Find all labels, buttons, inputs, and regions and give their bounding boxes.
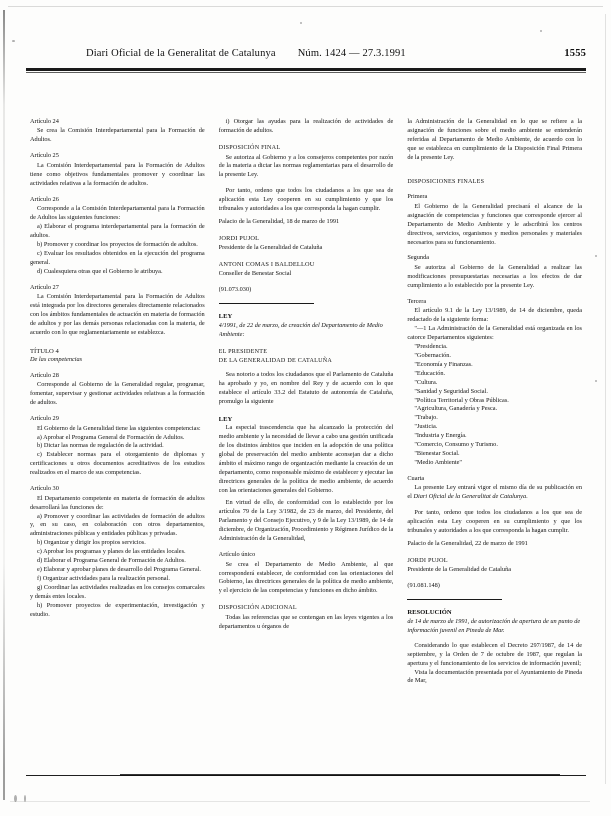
authority-line: EL PRESIDENTE bbox=[218, 348, 268, 355]
signature-name: ANTONI COMAS I BALDELLOU bbox=[218, 260, 315, 268]
list-item: "Política Territorial y Obras Públicas. bbox=[414, 396, 509, 404]
list-item: b) Dictar las normas de regulación de la actividad. bbox=[37, 442, 164, 450]
scan-edge-left bbox=[3, 10, 5, 800]
list-item: b) Promover y coordinar los proyectos de formación de adultos. bbox=[37, 240, 198, 248]
list-item: "Cultura. bbox=[414, 378, 438, 386]
paragraph: Por tanto, ordeno que todos los ciudadanos a los que sea de aplicación esta Ley cooperen en su cumplimiento y que los tribunales y autoridades a los que corresponda la hagan cumplir. bbox=[218, 187, 394, 213]
article-heading: Artículo 24 bbox=[30, 118, 59, 125]
scan-speck bbox=[595, 255, 597, 257]
list-item: e) Elaborar y aprobar planes de desarrollo del Programa General. bbox=[37, 566, 201, 574]
list-item: "Medio Ambiente" bbox=[414, 459, 462, 467]
section-separator-rule bbox=[219, 303, 314, 305]
paragraph-text: La presente Ley entrará vigor el mismo día de su publicación en el bbox=[407, 484, 583, 501]
signature-role: Presidente de la Generalidad de Cataluña bbox=[218, 244, 323, 252]
section-heading: DISPOSICIÓN FINAL bbox=[218, 144, 281, 151]
paragraph: "—1 La Administración de la Generalidad está organizada en los catorce Departamentos siguientes: bbox=[407, 325, 583, 341]
paragraph: El Departamento competente en materia de formación de adultos desarrollará las funciones de: bbox=[30, 494, 205, 511]
article-heading: Artículo 29 bbox=[30, 415, 59, 423]
paragraph: En virtud de ello, de conformidad con lo establecido por los artículos 79 de la Ley 3/1982, de 23 de marzo, del Presidente, del Parlamento y del Consejo Ejecutivo, y 9 de la Ley 13/1989, de 14 de diciembre, de Organización, Procedimiento y Régimen Jurídico de la Administración de la Generalidad, bbox=[218, 499, 394, 543]
list-item: i) Otorgar las ayudas para la realización de actividades de formación de adultos. bbox=[218, 118, 394, 134]
footer-rule-dark bbox=[120, 774, 560, 776]
paragraph: Todas las referencias que se contengan en las leyes vigentes a los departamentos u órganos de bbox=[218, 614, 394, 630]
document-kicker: RESOLUCIÓN bbox=[407, 609, 452, 617]
subsection-heading: Segunda bbox=[407, 254, 430, 262]
scan-edge-right bbox=[605, 14, 606, 784]
paragraph bbox=[407, 484, 582, 502]
list-item: "Presidencia. bbox=[414, 342, 448, 350]
document-code: (91.081.148) bbox=[407, 581, 440, 589]
place-date: Palacio de la Generalidad, 22 de marzo de 1991 bbox=[407, 540, 528, 548]
column-1 bbox=[30, 118, 205, 758]
paragraph: El Gobierno de la Generalidad tiene las siguientes competencias: bbox=[37, 424, 201, 432]
paragraph: Se autoriza al Gobierno de la Generalidad a realizar las modificaciones presupuestarias necesarias a los efectos de dar cumplimiento a lo establecido por la presente Ley. bbox=[407, 263, 583, 289]
publication-title: Diari Oficial de la Generalitat de Catalunya bbox=[86, 48, 276, 59]
scan-edge-bottom bbox=[10, 801, 590, 802]
list-item: h) Promover proyectos de experimentación, investigación y estudio. bbox=[30, 601, 205, 618]
list-item: f) Organizar actividades para la realización personal. bbox=[37, 575, 170, 583]
subsection-heading: Tercera bbox=[407, 297, 427, 305]
list-item: b) Organizar y dirigir los propios servicios. bbox=[37, 539, 146, 547]
list-item: "Bienestar Social. bbox=[414, 450, 460, 458]
paragraph: El artículo 9.1 de la Ley 13/1989, de 14 de diciembre, queda redactado de la siguiente forma: bbox=[407, 307, 583, 324]
scan-speck bbox=[540, 30, 542, 32]
article-heading: Artículo 27 bbox=[30, 283, 59, 291]
subsection-heading: Primera bbox=[407, 193, 428, 201]
paragraph: Corresponde al Gobierno de la Generalidad regular, programar, fomentar, supervisar y gestionar actividades relativas a la formación de adultos. bbox=[30, 381, 205, 407]
list-item: a) Elaborar el programa interdepartamental para la formación de adultos. bbox=[30, 222, 205, 239]
law-heading: LEY bbox=[218, 415, 233, 423]
list-item: "Agricultura, Ganadería y Pesca. bbox=[414, 405, 498, 413]
list-item: "Gobernación. bbox=[414, 351, 452, 359]
paragraph: Se autoriza al Gobierno y a los consejeros competentes por razón de la materia a dictar las normas reglamentarias para el desarrollo de la presente Ley. bbox=[218, 153, 394, 179]
article-columns bbox=[30, 118, 582, 758]
signature-name: JORDI PUJOL bbox=[407, 557, 448, 565]
spacer bbox=[219, 180, 394, 187]
scan-speck bbox=[595, 380, 597, 382]
place-date: Palacio de la Generalidad, 18 de marzo de 1991 bbox=[218, 218, 340, 226]
subsection-heading: Cuarta bbox=[407, 475, 425, 483]
document-subtitle: 4/1991, de 22 de marzo, de creación del Departamento de Medio Ambiente: bbox=[218, 321, 383, 338]
section-separator-rule bbox=[407, 599, 502, 601]
article-heading: Artículo 28 bbox=[30, 371, 59, 379]
paragraph: La especial trascendencia que ha alcanzado la protección del medio ambiente y la necesidad de llevar a cabo una gestión unificada de los distintos ámbitos que inciden en la adopción de una política global de preservación del medio ambiente aconsejan dar a dicho ámbito el máximo rango de organización mediante la creación de un departamento, como responsable máximo de establecer y ejecutar las directrices generales de la política de medio ambiente, de acuerdo con las orientaciones generales del Gobierno. bbox=[218, 423, 394, 494]
paragraph: El Gobierno de la Generalidad precisará el alcance de la asignación de competencias y funciones que corresponde ejercer al Departamento de Medio Ambiente y le adscribirá los centros directivos, servicios, organismos y medios personales y materiales necesarios para su funcionamiento. bbox=[407, 202, 583, 246]
paragraph: Considerando lo que establecen el Decreto 297/1987, de 14 de septiembre, y la Orden de 7 de octubre de 1987, que regulan la apertura y el funcionamiento de los servicios de información juvenil; bbox=[407, 641, 583, 667]
header-rule bbox=[26, 68, 586, 71]
section-heading: DISPOSICIÓN ADICIONAL bbox=[218, 605, 297, 612]
publication-name-italic: Diari Oficial de la Generalitat de Catalunya bbox=[413, 493, 527, 501]
list-item: d) Cualesquiera otras que el Gobierno le atribuya. bbox=[37, 267, 163, 275]
document-kicker: LEY bbox=[218, 313, 233, 321]
paragraph: Corresponde a la Comisión Interdepartamental para la Formación de Adultos las siguientes funciones: bbox=[30, 205, 205, 221]
article-heading: Artículo 25 bbox=[30, 152, 59, 160]
list-item: "Comercio, Consumo y Turismo. bbox=[414, 441, 498, 449]
issue-number: Núm. 1424 — 27.3.1991 bbox=[297, 48, 406, 59]
scan-speck bbox=[12, 40, 15, 42]
header-rule-thin bbox=[26, 72, 586, 73]
page-number: 1555 bbox=[564, 48, 586, 59]
list-item: a) Aprobar el Programa General de Formación de Adultos. bbox=[37, 433, 185, 441]
paragraph: Sea notorio a todos los ciudadanos que el Parlamento de Cataluña ha aprobado y yo, en nombre del Rey y de acuerdo con lo que establece el artículo 33.2 del Estatuto de autonomía de Cataluña, promulgo la siguiente bbox=[218, 370, 394, 405]
list-item: a) Promover y coordinar las actividades de formación de adultos y, en su caso, en colaboración con otros departamentos, administraciones públicas y entidades públicas y privadas. bbox=[30, 512, 205, 538]
running-head bbox=[26, 48, 586, 70]
list-item: g) Coordinar las actividades realizadas en los consejos comarcales y demás entes locales. bbox=[30, 584, 205, 600]
paragraph: Se crea la Comisión Interdepartamental para la Formación de Adultos. bbox=[30, 127, 205, 144]
spacer bbox=[407, 502, 582, 509]
column-3 bbox=[407, 118, 582, 758]
scan-speck bbox=[24, 795, 26, 802]
authority-line: DE LA GENERALIDAD DE CATALUÑA bbox=[218, 358, 333, 365]
list-item: d) Elaborar el Programa General de Formación de Adultos. bbox=[37, 557, 186, 565]
list-item: "Trabajo. bbox=[414, 414, 438, 422]
paragraph: La Comisión Interdepartamental para la Formación de Adultos tiene como objetivos fundamentales promover y coordinar las actividades relativas a la formación de adultos. bbox=[30, 161, 205, 187]
list-item: "Educación. bbox=[414, 369, 446, 377]
list-item: "Industria y Energía. bbox=[414, 432, 467, 440]
signature-name: JORDI PUJOL bbox=[218, 235, 260, 243]
scan-speck bbox=[14, 795, 17, 802]
list-item: c) Aprobar los programas y planes de las entidades locales. bbox=[37, 548, 186, 556]
scan-speck bbox=[300, 22, 302, 24]
signature-role: Presidente de la Generalidad de Cataluña bbox=[407, 566, 512, 574]
paragraph: Se crea el Departamento de Medio Ambiente, al que corresponderá establecer, de conformidad con las orientaciones del Gobierno, las directrices generales de la política de medio ambiente, y el ejercicio de las competencias y funciones en dicho ámbito. bbox=[218, 560, 394, 595]
paragraph: Vista la documentación presentada por el Ayuntamiento de Pineda de Mar, bbox=[407, 668, 583, 685]
list-item: "Sanidad y Seguridad Social. bbox=[414, 387, 488, 395]
section-heading: DISPOSICIONES FINALES bbox=[407, 178, 485, 185]
signature-role: Conseller de Benestar Social bbox=[218, 269, 292, 277]
list-item: "Economía y Finanzas. bbox=[414, 360, 473, 368]
paragraph: Por tanto, ordeno que todos los ciudadanos a los que sea de aplicación esta Ley cooperen en su cumplimiento y que los tribunales y autoridades a los que corresponda la hagan cumplir. bbox=[407, 509, 583, 535]
paragraph: La Comisión Interdepartamental para la Formación de Adultos está integrada por los directores generales directamente relacionados con los ámbitos fundamentales de actuación en materia de formación de adultos y por las demás personas relacionadas con la materia, de acuerdo con lo que reglamentariamente se establezca. bbox=[30, 292, 205, 336]
list-item: c) Establecer normas para el otorgamiento de diplomas y certificaciones u otros documentos acreditativos de los estudios realizados en el marco de sus competencias. bbox=[30, 451, 205, 477]
article-heading: Artículo 26 bbox=[30, 195, 59, 203]
article-heading: Artículo 30 bbox=[30, 485, 59, 493]
list-item: c) Evaluar los resultados obtenidos en la ejecución del programa general. bbox=[30, 249, 205, 266]
document-subtitle: de 14 de marzo de 1991, de autorización de apertura de un punto de información juvenil en Pineda de Mar. bbox=[407, 617, 581, 634]
list-item: "Justicia. bbox=[414, 423, 438, 431]
article-heading: Artículo único bbox=[218, 551, 256, 559]
paragraph-continuation: la Administración de la Generalidad en lo que se refiere a la asignación de funciones sobre el medio ambiente se entenderán referidas al Departamento de Medio Ambiente, de acuerdo con lo que se establezca en cumplimiento de la Disposición Final Primera de la presente Ley. bbox=[407, 118, 583, 161]
spacer bbox=[407, 163, 582, 170]
department-list bbox=[407, 343, 582, 468]
column-2 bbox=[219, 118, 394, 758]
paragraph-text: . bbox=[526, 493, 528, 501]
scan-edge-top bbox=[8, 6, 603, 7]
title-heading: TÍTULO 4 bbox=[30, 347, 59, 355]
title-subheading: De las competencias bbox=[30, 355, 83, 363]
document-code: (91.073.030) bbox=[218, 285, 252, 293]
